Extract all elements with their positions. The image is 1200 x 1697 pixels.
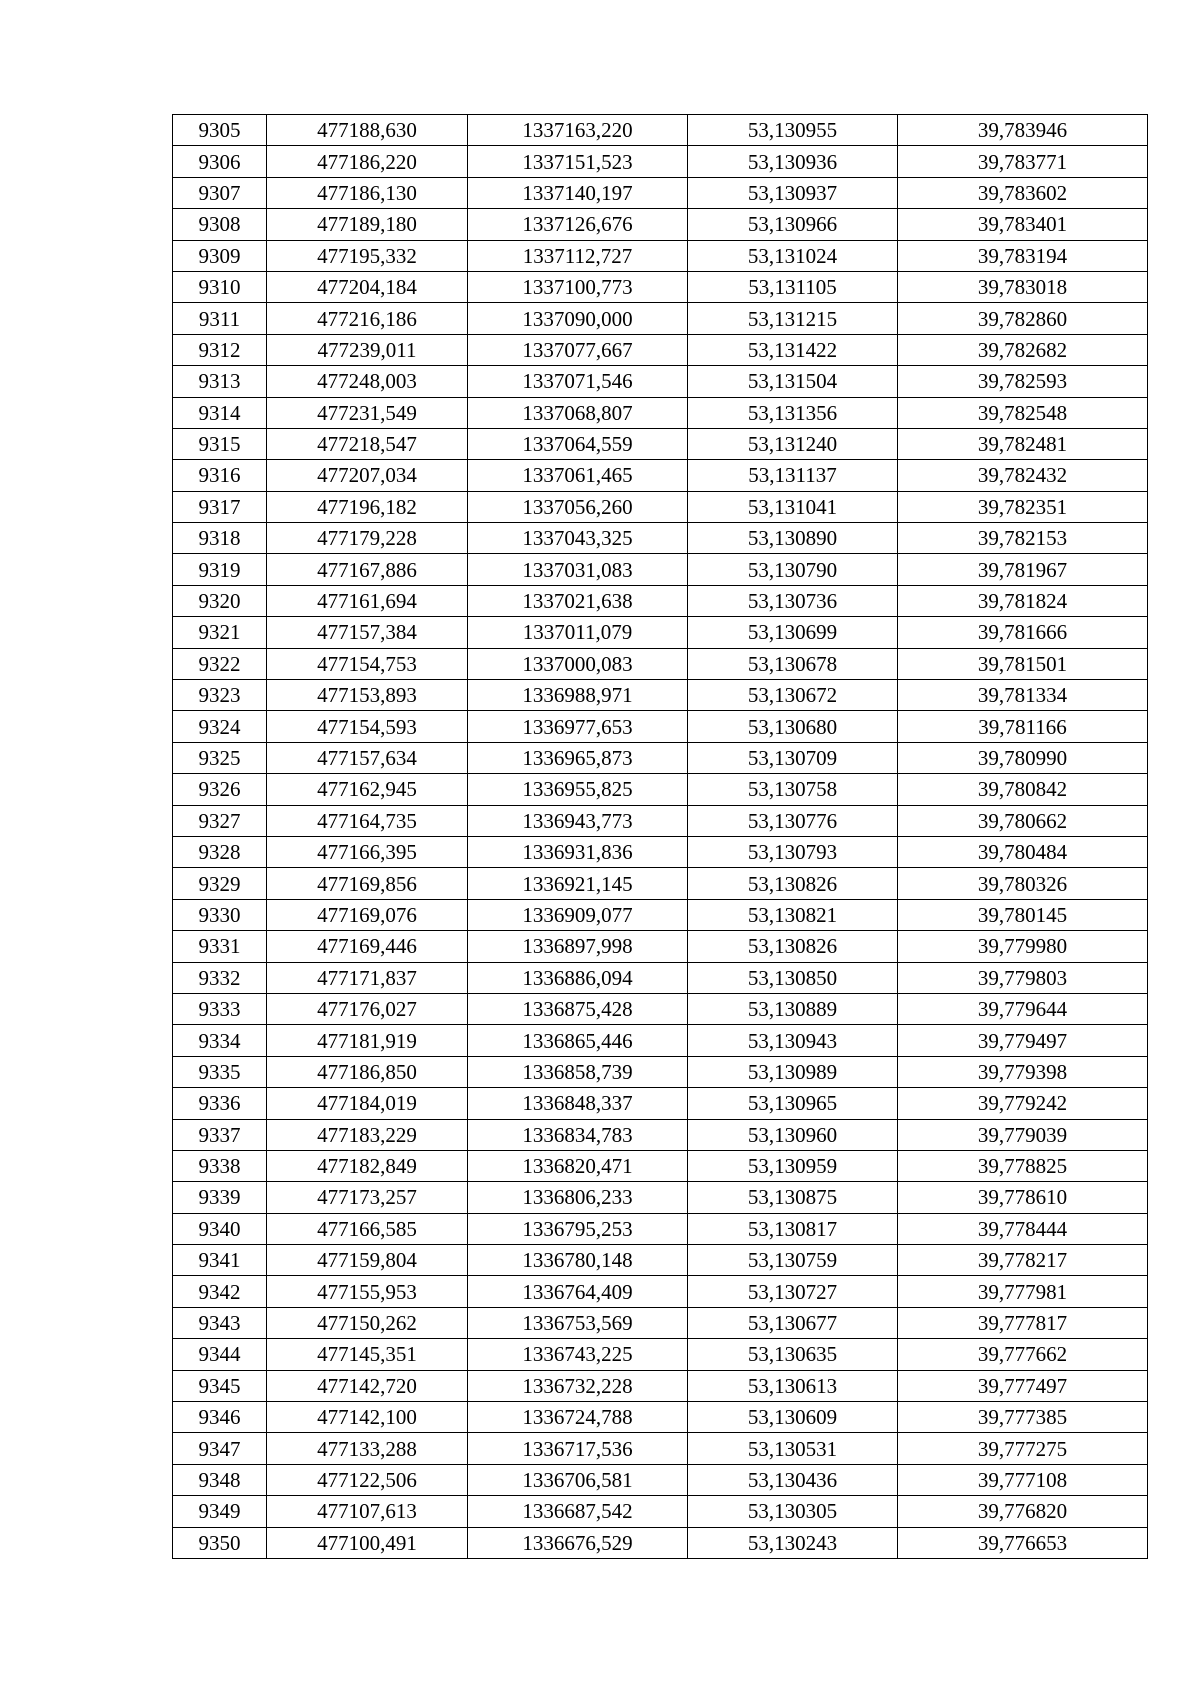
table-row <box>173 962 1148 993</box>
x-coordinate-cell: 477164,735 <box>267 805 468 836</box>
latitude-cell: 53,130960 <box>688 1119 898 1150</box>
table-row <box>173 1056 1148 1087</box>
y-coordinate-cell: 1336764,409 <box>468 1276 688 1307</box>
x-coordinate-cell: 477169,446 <box>267 931 468 962</box>
point-number-cell: 9349 <box>173 1496 267 1527</box>
longitude-cell: 39,783018 <box>898 271 1148 302</box>
point-number-cell: 9320 <box>173 585 267 616</box>
point-number-cell: 9333 <box>173 993 267 1024</box>
point-number-cell: 9322 <box>173 648 267 679</box>
table-row <box>173 397 1148 428</box>
longitude-cell: 39,782432 <box>898 460 1148 491</box>
point-number-cell: 9342 <box>173 1276 267 1307</box>
point-number-cell: 9337 <box>173 1119 267 1150</box>
point-number-cell: 9326 <box>173 774 267 805</box>
point-number-cell: 9316 <box>173 460 267 491</box>
latitude-cell: 53,131240 <box>688 428 898 459</box>
y-coordinate-cell: 1336706,581 <box>468 1464 688 1495</box>
table-row <box>173 271 1148 302</box>
point-number-cell: 9312 <box>173 334 267 365</box>
y-coordinate-cell: 1337090,000 <box>468 303 688 334</box>
table-row <box>173 1527 1148 1558</box>
x-coordinate-cell: 477181,919 <box>267 1025 468 1056</box>
longitude-cell: 39,783194 <box>898 240 1148 271</box>
table-row <box>173 303 1148 334</box>
y-coordinate-cell: 1337064,559 <box>468 428 688 459</box>
longitude-cell: 39,782548 <box>898 397 1148 428</box>
latitude-cell: 53,130821 <box>688 899 898 930</box>
longitude-cell: 39,782593 <box>898 366 1148 397</box>
table-row <box>173 240 1148 271</box>
y-coordinate-cell: 1336780,148 <box>468 1245 688 1276</box>
longitude-cell: 39,780842 <box>898 774 1148 805</box>
longitude-cell: 39,778217 <box>898 1245 1148 1276</box>
longitude-cell: 39,779398 <box>898 1056 1148 1087</box>
point-number-cell: 9330 <box>173 899 267 930</box>
latitude-cell: 53,130817 <box>688 1213 898 1244</box>
x-coordinate-cell: 477195,332 <box>267 240 468 271</box>
point-number-cell: 9318 <box>173 523 267 554</box>
x-coordinate-cell: 477169,076 <box>267 899 468 930</box>
latitude-cell: 53,130736 <box>688 585 898 616</box>
latitude-cell: 53,130875 <box>688 1182 898 1213</box>
table-row <box>173 1245 1148 1276</box>
x-coordinate-cell: 477153,893 <box>267 680 468 711</box>
x-coordinate-cell: 477218,547 <box>267 428 468 459</box>
latitude-cell: 53,130826 <box>688 931 898 962</box>
latitude-cell: 53,130793 <box>688 836 898 867</box>
y-coordinate-cell: 1337011,079 <box>468 617 688 648</box>
x-coordinate-cell: 477179,228 <box>267 523 468 554</box>
longitude-cell: 39,781824 <box>898 585 1148 616</box>
latitude-cell: 53,130943 <box>688 1025 898 1056</box>
longitude-cell: 39,779039 <box>898 1119 1148 1150</box>
table-row <box>173 460 1148 491</box>
y-coordinate-cell: 1336834,783 <box>468 1119 688 1150</box>
point-number-cell: 9324 <box>173 711 267 742</box>
x-coordinate-cell: 477207,034 <box>267 460 468 491</box>
x-coordinate-cell: 477182,849 <box>267 1150 468 1181</box>
x-coordinate-cell: 477188,630 <box>267 115 468 146</box>
latitude-cell: 53,130635 <box>688 1339 898 1370</box>
point-number-cell: 9346 <box>173 1402 267 1433</box>
point-number-cell: 9348 <box>173 1464 267 1495</box>
x-coordinate-cell: 477142,100 <box>267 1402 468 1433</box>
x-coordinate-cell: 477133,288 <box>267 1433 468 1464</box>
longitude-cell: 39,780326 <box>898 868 1148 899</box>
table-row <box>173 680 1148 711</box>
latitude-cell: 53,130966 <box>688 209 898 240</box>
latitude-cell: 53,130937 <box>688 177 898 208</box>
table-row <box>173 617 1148 648</box>
longitude-cell: 39,783401 <box>898 209 1148 240</box>
x-coordinate-cell: 477154,753 <box>267 648 468 679</box>
latitude-cell: 53,130826 <box>688 868 898 899</box>
point-number-cell: 9313 <box>173 366 267 397</box>
table-row <box>173 1370 1148 1401</box>
table-row <box>173 1182 1148 1213</box>
x-coordinate-cell: 477100,491 <box>267 1527 468 1558</box>
x-coordinate-cell: 477150,262 <box>267 1307 468 1338</box>
y-coordinate-cell: 1336988,971 <box>468 680 688 711</box>
latitude-cell: 53,130955 <box>688 115 898 146</box>
x-coordinate-cell: 477186,220 <box>267 146 468 177</box>
x-coordinate-cell: 477157,634 <box>267 742 468 773</box>
longitude-cell: 39,782682 <box>898 334 1148 365</box>
longitude-cell: 39,777817 <box>898 1307 1148 1338</box>
y-coordinate-cell: 1337031,083 <box>468 554 688 585</box>
latitude-cell: 53,130959 <box>688 1150 898 1181</box>
point-number-cell: 9310 <box>173 271 267 302</box>
table-row <box>173 1496 1148 1527</box>
y-coordinate-cell: 1336753,569 <box>468 1307 688 1338</box>
point-number-cell: 9317 <box>173 491 267 522</box>
latitude-cell: 53,130531 <box>688 1433 898 1464</box>
point-number-cell: 9325 <box>173 742 267 773</box>
x-coordinate-cell: 477171,837 <box>267 962 468 993</box>
y-coordinate-cell: 1336931,836 <box>468 836 688 867</box>
longitude-cell: 39,779242 <box>898 1088 1148 1119</box>
x-coordinate-cell: 477248,003 <box>267 366 468 397</box>
point-number-cell: 9329 <box>173 868 267 899</box>
point-number-cell: 9343 <box>173 1307 267 1338</box>
point-number-cell: 9323 <box>173 680 267 711</box>
longitude-cell: 39,780990 <box>898 742 1148 773</box>
point-number-cell: 9341 <box>173 1245 267 1276</box>
x-coordinate-cell: 477231,549 <box>267 397 468 428</box>
table-row <box>173 1339 1148 1370</box>
point-number-cell: 9305 <box>173 115 267 146</box>
longitude-cell: 39,783771 <box>898 146 1148 177</box>
x-coordinate-cell: 477145,351 <box>267 1339 468 1370</box>
y-coordinate-cell: 1336732,228 <box>468 1370 688 1401</box>
y-coordinate-cell: 1337068,807 <box>468 397 688 428</box>
latitude-cell: 53,130790 <box>688 554 898 585</box>
x-coordinate-cell: 477107,613 <box>267 1496 468 1527</box>
y-coordinate-cell: 1336687,542 <box>468 1496 688 1527</box>
longitude-cell: 39,782481 <box>898 428 1148 459</box>
x-coordinate-cell: 477173,257 <box>267 1182 468 1213</box>
latitude-cell: 53,130727 <box>688 1276 898 1307</box>
longitude-cell: 39,777108 <box>898 1464 1148 1495</box>
y-coordinate-cell: 1337140,197 <box>468 177 688 208</box>
point-number-cell: 9306 <box>173 146 267 177</box>
table-row <box>173 554 1148 585</box>
y-coordinate-cell: 1336820,471 <box>468 1150 688 1181</box>
latitude-cell: 53,130850 <box>688 962 898 993</box>
table-row <box>173 931 1148 962</box>
longitude-cell: 39,783602 <box>898 177 1148 208</box>
y-coordinate-cell: 1336806,233 <box>468 1182 688 1213</box>
point-number-cell: 9339 <box>173 1182 267 1213</box>
y-coordinate-cell: 1336897,998 <box>468 931 688 962</box>
x-coordinate-cell: 477176,027 <box>267 993 468 1024</box>
y-coordinate-cell: 1337056,260 <box>468 491 688 522</box>
latitude-cell: 53,130677 <box>688 1307 898 1338</box>
y-coordinate-cell: 1336743,225 <box>468 1339 688 1370</box>
latitude-cell: 53,130890 <box>688 523 898 554</box>
latitude-cell: 53,131356 <box>688 397 898 428</box>
longitude-cell: 39,777662 <box>898 1339 1148 1370</box>
point-number-cell: 9334 <box>173 1025 267 1056</box>
x-coordinate-cell: 477184,019 <box>267 1088 468 1119</box>
y-coordinate-cell: 1336921,145 <box>468 868 688 899</box>
latitude-cell: 53,131137 <box>688 460 898 491</box>
y-coordinate-cell: 1337100,773 <box>468 271 688 302</box>
longitude-cell: 39,783946 <box>898 115 1148 146</box>
x-coordinate-cell: 477142,720 <box>267 1370 468 1401</box>
x-coordinate-cell: 477166,395 <box>267 836 468 867</box>
latitude-cell: 53,130436 <box>688 1464 898 1495</box>
longitude-cell: 39,781967 <box>898 554 1148 585</box>
coordinates-table <box>172 114 1148 1559</box>
latitude-cell: 53,130758 <box>688 774 898 805</box>
point-number-cell: 9338 <box>173 1150 267 1181</box>
table-row <box>173 177 1148 208</box>
table-row <box>173 1150 1148 1181</box>
latitude-cell: 53,130609 <box>688 1402 898 1433</box>
longitude-cell: 39,778825 <box>898 1150 1148 1181</box>
coordinates-table-body <box>173 115 1148 1559</box>
point-number-cell: 9350 <box>173 1527 267 1558</box>
point-number-cell: 9308 <box>173 209 267 240</box>
point-number-cell: 9328 <box>173 836 267 867</box>
point-number-cell: 9307 <box>173 177 267 208</box>
point-number-cell: 9331 <box>173 931 267 962</box>
x-coordinate-cell: 477189,180 <box>267 209 468 240</box>
latitude-cell: 53,130965 <box>688 1088 898 1119</box>
table-row <box>173 711 1148 742</box>
latitude-cell: 53,130672 <box>688 680 898 711</box>
point-number-cell: 9344 <box>173 1339 267 1370</box>
table-row <box>173 428 1148 459</box>
y-coordinate-cell: 1336865,446 <box>468 1025 688 1056</box>
table-row <box>173 1119 1148 1150</box>
longitude-cell: 39,777385 <box>898 1402 1148 1433</box>
point-number-cell: 9309 <box>173 240 267 271</box>
x-coordinate-cell: 477161,694 <box>267 585 468 616</box>
table-row <box>173 1464 1148 1495</box>
x-coordinate-cell: 477167,886 <box>267 554 468 585</box>
x-coordinate-cell: 477154,593 <box>267 711 468 742</box>
longitude-cell: 39,780145 <box>898 899 1148 930</box>
y-coordinate-cell: 1337126,676 <box>468 209 688 240</box>
longitude-cell: 39,780662 <box>898 805 1148 836</box>
table-row <box>173 209 1148 240</box>
latitude-cell: 53,130936 <box>688 146 898 177</box>
table-row <box>173 585 1148 616</box>
y-coordinate-cell: 1336717,536 <box>468 1433 688 1464</box>
y-coordinate-cell: 1337071,546 <box>468 366 688 397</box>
point-number-cell: 9335 <box>173 1056 267 1087</box>
y-coordinate-cell: 1336676,529 <box>468 1527 688 1558</box>
longitude-cell: 39,781666 <box>898 617 1148 648</box>
y-coordinate-cell: 1337061,465 <box>468 460 688 491</box>
table-row <box>173 1025 1148 1056</box>
point-number-cell: 9315 <box>173 428 267 459</box>
table-row <box>173 491 1148 522</box>
latitude-cell: 53,131105 <box>688 271 898 302</box>
point-number-cell: 9336 <box>173 1088 267 1119</box>
point-number-cell: 9332 <box>173 962 267 993</box>
table-row <box>173 334 1148 365</box>
longitude-cell: 39,777981 <box>898 1276 1148 1307</box>
x-coordinate-cell: 477186,130 <box>267 177 468 208</box>
longitude-cell: 39,778444 <box>898 1213 1148 1244</box>
longitude-cell: 39,782153 <box>898 523 1148 554</box>
table-row <box>173 805 1148 836</box>
y-coordinate-cell: 1337163,220 <box>468 115 688 146</box>
latitude-cell: 53,131215 <box>688 303 898 334</box>
point-number-cell: 9314 <box>173 397 267 428</box>
table-row <box>173 993 1148 1024</box>
latitude-cell: 53,130243 <box>688 1527 898 1558</box>
latitude-cell: 53,130678 <box>688 648 898 679</box>
latitude-cell: 53,130680 <box>688 711 898 742</box>
point-number-cell: 9347 <box>173 1433 267 1464</box>
point-number-cell: 9311 <box>173 303 267 334</box>
table-row <box>173 774 1148 805</box>
longitude-cell: 39,778610 <box>898 1182 1148 1213</box>
longitude-cell: 39,779644 <box>898 993 1148 1024</box>
table-row <box>173 648 1148 679</box>
longitude-cell: 39,779803 <box>898 962 1148 993</box>
table-row <box>173 146 1148 177</box>
y-coordinate-cell: 1336965,873 <box>468 742 688 773</box>
y-coordinate-cell: 1336858,739 <box>468 1056 688 1087</box>
point-number-cell: 9321 <box>173 617 267 648</box>
x-coordinate-cell: 477239,011 <box>267 334 468 365</box>
table-row <box>173 742 1148 773</box>
latitude-cell: 53,131041 <box>688 491 898 522</box>
y-coordinate-cell: 1336875,428 <box>468 993 688 1024</box>
table-row <box>173 523 1148 554</box>
y-coordinate-cell: 1337021,638 <box>468 585 688 616</box>
latitude-cell: 53,130989 <box>688 1056 898 1087</box>
table-row <box>173 1307 1148 1338</box>
x-coordinate-cell: 477169,856 <box>267 868 468 899</box>
x-coordinate-cell: 477204,184 <box>267 271 468 302</box>
y-coordinate-cell: 1336955,825 <box>468 774 688 805</box>
latitude-cell: 53,130776 <box>688 805 898 836</box>
table-row <box>173 1213 1148 1244</box>
table-row <box>173 1276 1148 1307</box>
table-row <box>173 1433 1148 1464</box>
y-coordinate-cell: 1337043,325 <box>468 523 688 554</box>
table-row <box>173 1402 1148 1433</box>
longitude-cell: 39,776653 <box>898 1527 1148 1558</box>
table-row <box>173 366 1148 397</box>
longitude-cell: 39,781334 <box>898 680 1148 711</box>
point-number-cell: 9340 <box>173 1213 267 1244</box>
longitude-cell: 39,781166 <box>898 711 1148 742</box>
x-coordinate-cell: 477122,506 <box>267 1464 468 1495</box>
latitude-cell: 53,130305 <box>688 1496 898 1527</box>
x-coordinate-cell: 477162,945 <box>267 774 468 805</box>
longitude-cell: 39,782860 <box>898 303 1148 334</box>
latitude-cell: 53,131024 <box>688 240 898 271</box>
y-coordinate-cell: 1337112,727 <box>468 240 688 271</box>
latitude-cell: 53,131422 <box>688 334 898 365</box>
x-coordinate-cell: 477186,850 <box>267 1056 468 1087</box>
table-row <box>173 868 1148 899</box>
y-coordinate-cell: 1336724,788 <box>468 1402 688 1433</box>
table-row <box>173 115 1148 146</box>
y-coordinate-cell: 1336886,094 <box>468 962 688 993</box>
y-coordinate-cell: 1337077,667 <box>468 334 688 365</box>
x-coordinate-cell: 477183,229 <box>267 1119 468 1150</box>
latitude-cell: 53,131504 <box>688 366 898 397</box>
longitude-cell: 39,776820 <box>898 1496 1148 1527</box>
point-number-cell: 9319 <box>173 554 267 585</box>
longitude-cell: 39,777275 <box>898 1433 1148 1464</box>
x-coordinate-cell: 477155,953 <box>267 1276 468 1307</box>
latitude-cell: 53,130889 <box>688 993 898 1024</box>
latitude-cell: 53,130759 <box>688 1245 898 1276</box>
y-coordinate-cell: 1337000,083 <box>468 648 688 679</box>
longitude-cell: 39,779980 <box>898 931 1148 962</box>
table-row <box>173 1088 1148 1119</box>
point-number-cell: 9345 <box>173 1370 267 1401</box>
x-coordinate-cell: 477157,384 <box>267 617 468 648</box>
latitude-cell: 53,130709 <box>688 742 898 773</box>
y-coordinate-cell: 1336848,337 <box>468 1088 688 1119</box>
x-coordinate-cell: 477159,804 <box>267 1245 468 1276</box>
point-number-cell: 9327 <box>173 805 267 836</box>
table-row <box>173 836 1148 867</box>
x-coordinate-cell: 477166,585 <box>267 1213 468 1244</box>
y-coordinate-cell: 1336909,077 <box>468 899 688 930</box>
x-coordinate-cell: 477196,182 <box>267 491 468 522</box>
latitude-cell: 53,130699 <box>688 617 898 648</box>
longitude-cell: 39,781501 <box>898 648 1148 679</box>
y-coordinate-cell: 1337151,523 <box>468 146 688 177</box>
longitude-cell: 39,779497 <box>898 1025 1148 1056</box>
longitude-cell: 39,777497 <box>898 1370 1148 1401</box>
latitude-cell: 53,130613 <box>688 1370 898 1401</box>
longitude-cell: 39,782351 <box>898 491 1148 522</box>
table-row <box>173 899 1148 930</box>
longitude-cell: 39,780484 <box>898 836 1148 867</box>
y-coordinate-cell: 1336795,253 <box>468 1213 688 1244</box>
x-coordinate-cell: 477216,186 <box>267 303 468 334</box>
y-coordinate-cell: 1336977,653 <box>468 711 688 742</box>
y-coordinate-cell: 1336943,773 <box>468 805 688 836</box>
